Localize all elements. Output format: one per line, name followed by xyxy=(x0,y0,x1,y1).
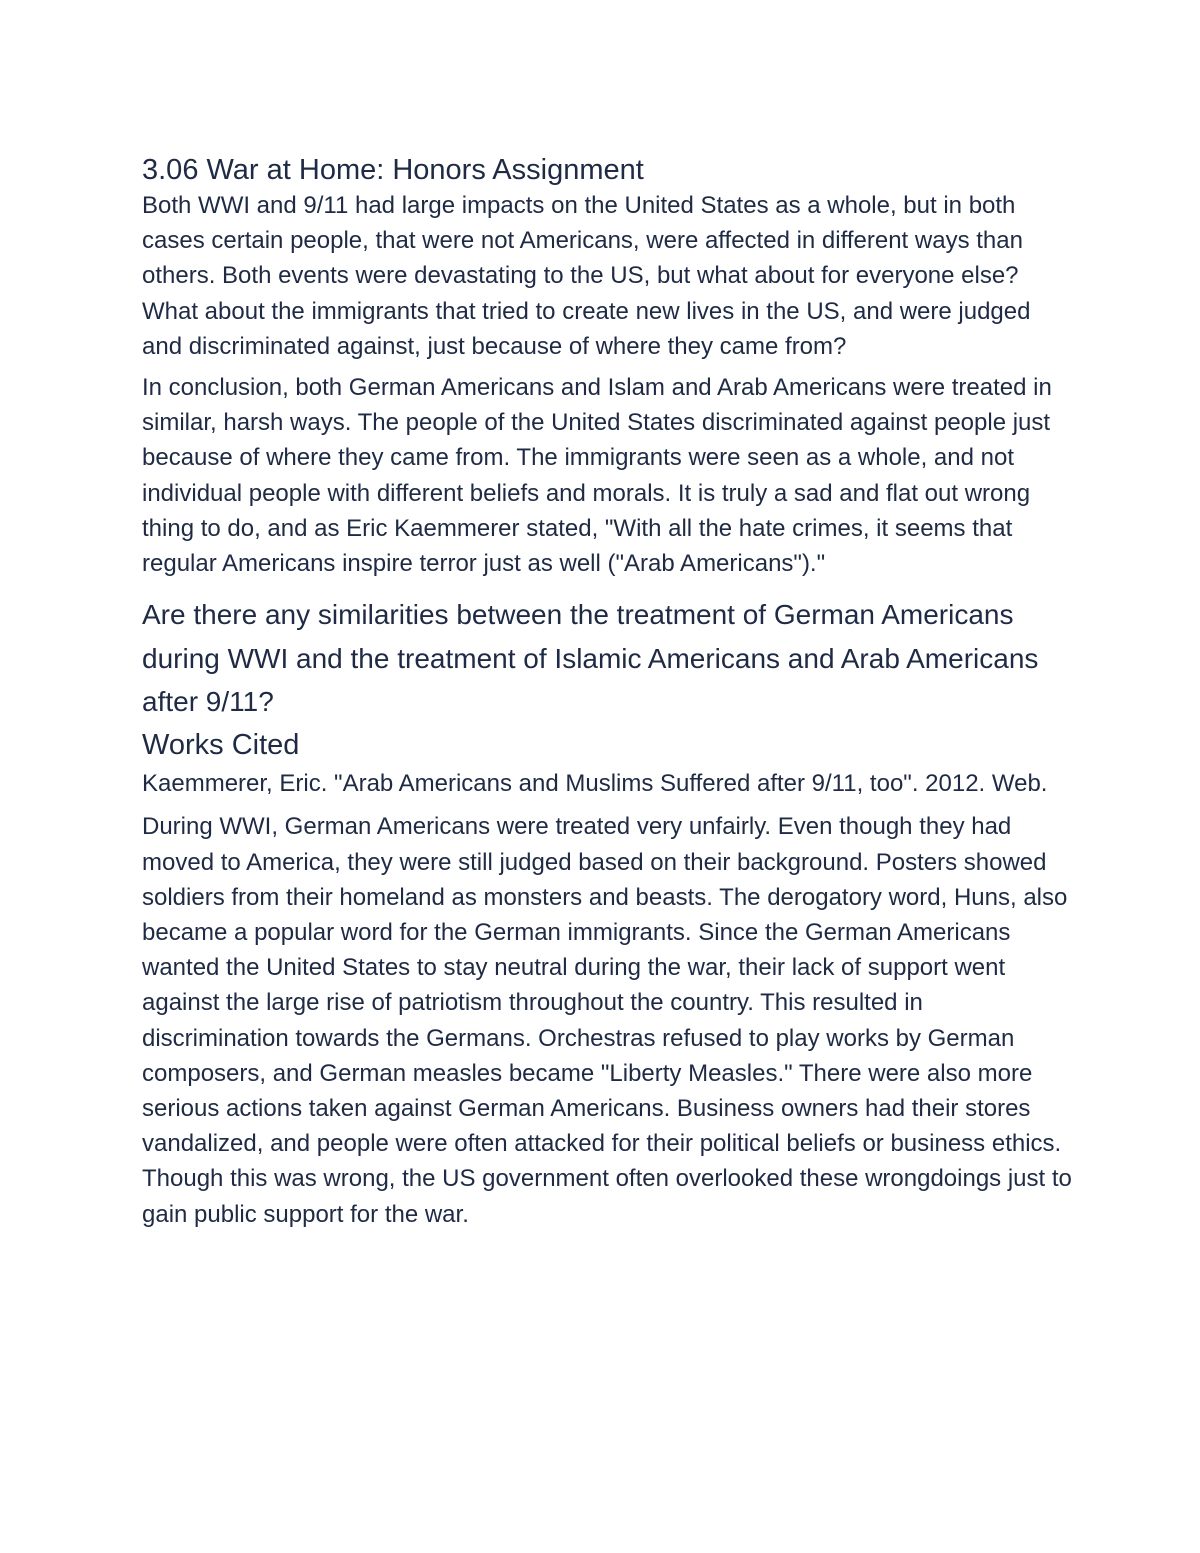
citation-entry: Kaemmerer, Eric. "Arab Americans and Muslims Suffered after 9/11, too". 2012. Web. xyxy=(142,770,1048,798)
research-question: Are there any similarities between the treatment of German Americans during WWI and the treatment of Islamic Americans and Arab Americans after 9/11? xyxy=(142,599,1039,717)
works-cited-heading: Works Cited xyxy=(142,729,300,762)
document-title: 3.06 War at Home: Honors Assignment xyxy=(142,154,644,186)
intro-paragraph: Both WWI and 9/11 had large impacts on the United States as a whole, but in both cases certain people, that were not Americans, were affected in different ways than others. Both events were devastating to the US, but what about for everyone else? What about the immigrants that tried to create new lives in the US, and were judged and discriminated against, just because of where they came from? xyxy=(142,192,1031,360)
document-content xyxy=(142,152,1072,1232)
wwi-paragraph: During WWI, German Americans were treated very unfairly. Even though they had moved to America, they were still judged based on their background. Posters showed soldiers from their homeland as monsters and beasts. The derogatory word, Huns, also became a popular word for the German immigrants. Since the German Americans wanted the United States to stay neutral during the war, their lack of support went against the large rise of patriotism throughout the country. This resulted in discrimination towards the Germans. Orchestras refused to play works by German composers, and German measles became "Liberty Measles." There were also more serious actions taken against German Americans. Business owners had their stores vandalized, and people were often attacked for their political beliefs or business ethics. Though this was wrong, the US government often overlooked these wrongdoings just to gain public support for the war. xyxy=(142,813,1072,1228)
conclusion-paragraph: In conclusion, both German Americans and Islam and Arab Americans were treated in similar, harsh ways. The people of the United States discriminated against people just because of where they came from. The immigrants were seen as a whole, and not individual people with different beliefs and morals. It is truly a sad and flat out wrong thing to do, and as Eric Kaemmerer stated, "With all the hate crimes, it seems that regular Americans inspire terror just as well ("Arab Americans")." xyxy=(142,374,1052,578)
